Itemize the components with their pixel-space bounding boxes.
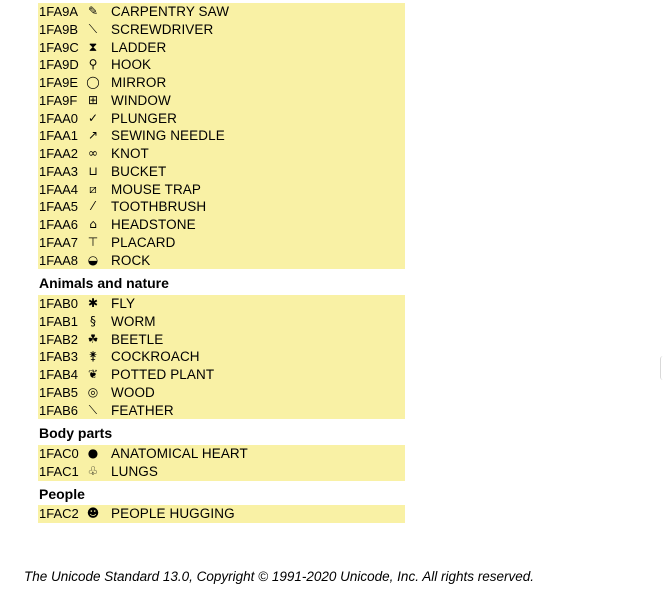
- hook-icon: ⚲: [88, 57, 98, 72]
- section-heading-animals: Animals and nature: [39, 275, 169, 291]
- character-name: HEADSTONE: [111, 217, 196, 232]
- rock-icon: ◒: [87, 252, 99, 267]
- headstone-icon: ⌂: [89, 217, 97, 231]
- list-item: [38, 3, 405, 21]
- code-point: 1FA9A: [39, 4, 79, 19]
- mouse-trap-icon: ⧄: [89, 181, 97, 196]
- code-point: 1FAA2: [39, 146, 79, 161]
- code-point: 1FAB2: [39, 331, 79, 347]
- worm-icon: §: [90, 313, 96, 328]
- character-name: MOUSE TRAP: [111, 181, 202, 197]
- copyright-footer: The Unicode Standard 13.0, Copyright © 1991-2020 Unicode, Inc. All rights reserved.: [24, 569, 534, 584]
- character-name: POTTED PLANT: [111, 367, 215, 382]
- character-name: WORM: [111, 313, 156, 329]
- list-item: [38, 295, 405, 313]
- sewing-needle-icon: ↗: [87, 128, 99, 143]
- list-item: [38, 234, 405, 252]
- window-icon: ⊞: [87, 92, 99, 107]
- list-item: [38, 252, 405, 270]
- body-parts-list: [38, 445, 405, 481]
- list-item: [38, 402, 405, 420]
- page-edge-marker: [660, 356, 665, 380]
- code-point: 1FA9B: [39, 21, 79, 37]
- character-name: LUNGS: [111, 463, 159, 479]
- placard-icon: ⊤: [87, 234, 99, 249]
- screwdriver-icon: ⟍: [88, 21, 98, 36]
- code-point: 1FAB1: [39, 313, 79, 329]
- mirror-icon: ◯: [86, 75, 100, 89]
- character-name: COCKROACH: [111, 349, 200, 365]
- list-item: [38, 445, 405, 463]
- objects-list: [38, 3, 405, 269]
- potted-plant-icon: ❦: [87, 367, 99, 381]
- list-item: [38, 505, 405, 523]
- anatomical-heart-icon: ●: [87, 446, 99, 460]
- code-point: 1FAB4: [39, 367, 79, 382]
- list-item: [38, 56, 405, 74]
- character-name: CARPENTRY SAW: [111, 4, 230, 19]
- code-point: 1FAB0: [39, 296, 79, 311]
- character-name: BEETLE: [111, 331, 164, 347]
- code-point: 1FA9E: [39, 75, 79, 90]
- people-hugging-icon: ☻: [86, 506, 100, 520]
- list-item: [38, 181, 405, 199]
- code-point: 1FAA1: [39, 128, 79, 144]
- list-item: [38, 21, 405, 39]
- character-name: PLUNGER: [111, 110, 177, 126]
- character-name: BUCKET: [111, 163, 167, 179]
- carpentry-saw-icon: ✎: [87, 4, 99, 18]
- code-point: 1FAA7: [39, 234, 79, 250]
- list-item: [38, 348, 405, 366]
- code-point: 1FAA6: [39, 217, 79, 232]
- code-point: 1FAC1: [39, 463, 79, 479]
- ladder-icon: ⧗: [88, 39, 98, 54]
- list-item: [38, 163, 405, 181]
- character-name: PEOPLE HUGGING: [111, 506, 235, 521]
- code-point: 1FAC0: [39, 446, 79, 461]
- character-name: KNOT: [111, 146, 149, 161]
- list-item: [38, 39, 405, 57]
- bucket-icon: ⊔: [88, 163, 98, 178]
- code-point: 1FAB3: [39, 349, 79, 365]
- section-heading-people: People: [39, 486, 85, 502]
- plunger-icon: ✓: [87, 110, 99, 125]
- cockroach-icon: ⚵: [88, 349, 98, 364]
- list-item: [38, 366, 405, 384]
- code-point: 1FAA3: [39, 163, 79, 179]
- list-item: [38, 74, 405, 92]
- character-name: PLACARD: [111, 234, 176, 250]
- list-item: [38, 92, 405, 110]
- list-item: [38, 463, 405, 481]
- code-point: 1FAB6: [39, 402, 79, 418]
- toothbrush-icon: ⁄: [91, 199, 94, 214]
- list-item: [38, 216, 405, 234]
- people-list: [38, 505, 405, 523]
- code-point: 1FAA5: [39, 199, 79, 215]
- code-point: 1FAA4: [39, 181, 79, 197]
- code-point: 1FAA8: [39, 252, 79, 268]
- list-item: [38, 331, 405, 349]
- fly-icon: ✱: [87, 296, 99, 310]
- feather-icon: ⟍: [88, 402, 98, 417]
- character-name: SCREWDRIVER: [111, 21, 214, 37]
- code-point: 1FAC2: [39, 506, 79, 521]
- list-item: [38, 198, 405, 216]
- character-name: FEATHER: [111, 402, 174, 418]
- code-point: 1FAA0: [39, 110, 79, 126]
- animals-list: [38, 295, 405, 419]
- list-item: [38, 384, 405, 402]
- list-item: [38, 127, 405, 145]
- character-name: FLY: [111, 296, 136, 311]
- character-name: TOOTHBRUSH: [111, 199, 207, 215]
- character-name: ROCK: [111, 252, 151, 268]
- character-name: WINDOW: [111, 92, 171, 108]
- lungs-icon: ♧: [87, 463, 99, 478]
- knot-icon: ∞: [88, 146, 98, 160]
- section-heading-body-parts: Body parts: [39, 425, 113, 441]
- beetle-icon: ☘: [87, 331, 99, 346]
- wood-icon: ◎: [87, 384, 99, 399]
- character-name: WOOD: [111, 384, 155, 400]
- list-item: [38, 110, 405, 128]
- list-item: [38, 313, 405, 331]
- character-name: MIRROR: [111, 75, 167, 90]
- code-point: 1FA9D: [39, 57, 79, 73]
- character-name: SEWING NEEDLE: [111, 128, 225, 144]
- character-name: LADDER: [111, 39, 167, 55]
- code-point: 1FAB5: [39, 384, 79, 400]
- character-name: HOOK: [111, 57, 152, 73]
- list-item: [38, 145, 405, 163]
- character-name: ANATOMICAL HEART: [111, 446, 248, 461]
- code-point: 1FA9F: [39, 92, 78, 108]
- code-point: 1FA9C: [39, 39, 79, 55]
